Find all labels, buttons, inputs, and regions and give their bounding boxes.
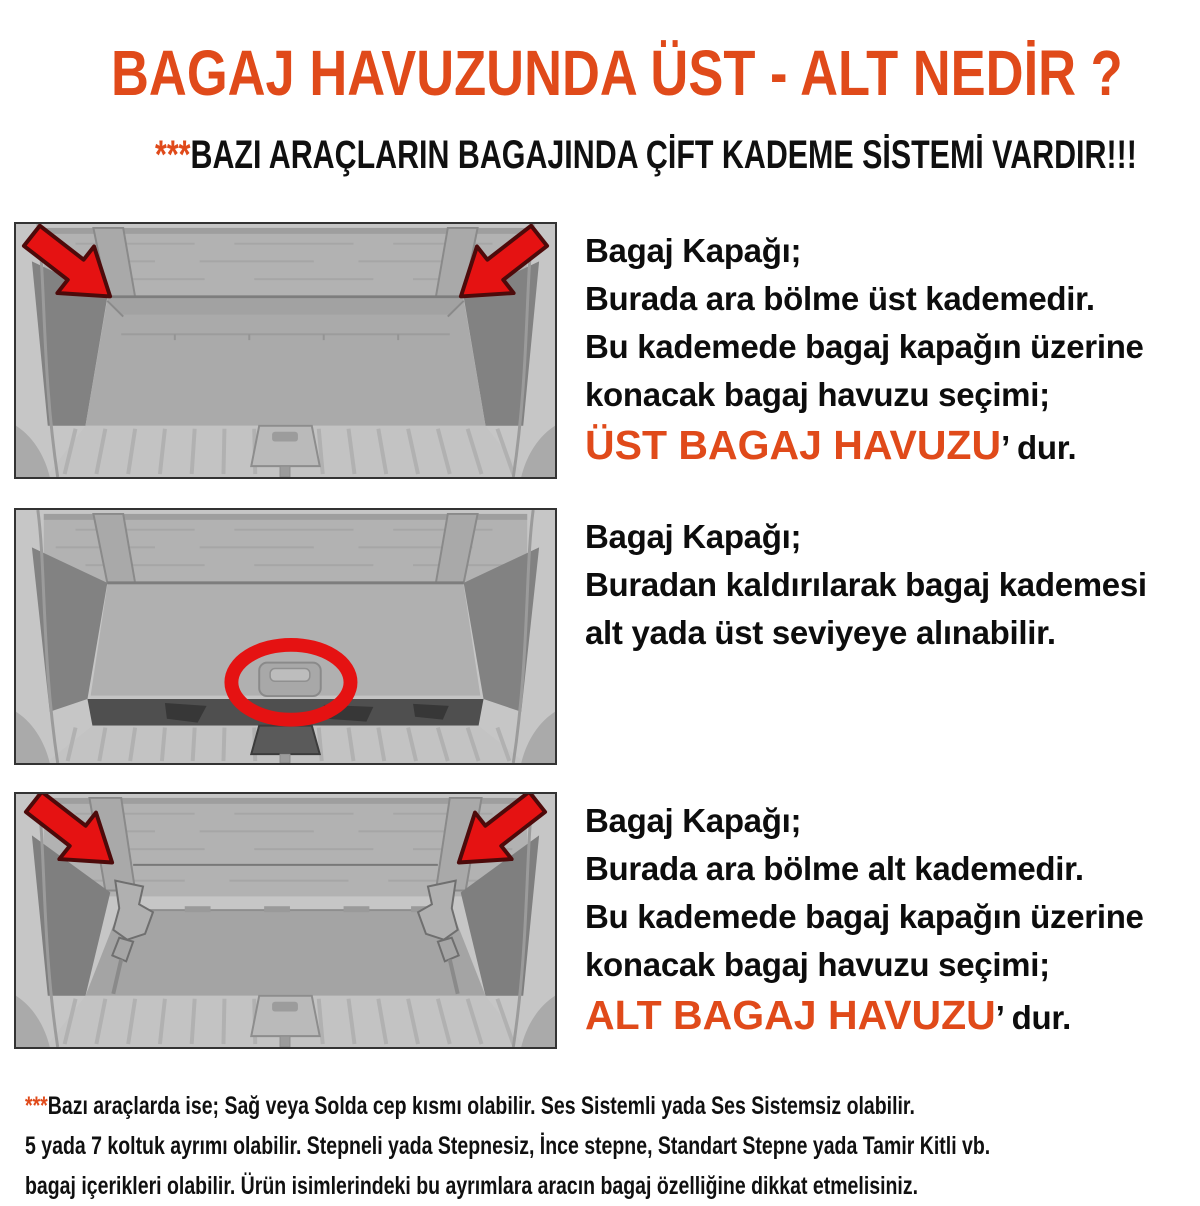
footer-line-1 [25,1086,941,1126]
section-upper-heading: Bagaj Kapağı; [585,232,802,269]
highlight-alt-bagaj-havuzu: ALT BAGAJ HAVUZU [585,992,996,1038]
trunk-photo-lower [14,792,557,1049]
section-lower-copy [585,792,1144,1044]
section-lift-copy [585,508,1147,657]
footer-line-3: bagaj içerikleri olabilir. Ürün isimlerindeki bu ayrımlara aracın bagaj özelliğine dikkat etmelisiniz. [25,1172,919,1200]
highlight-suffix: ’ dur. [995,999,1071,1036]
section-upper-line3: konacak bagaj havuzu seçimi; [585,376,1050,413]
section-lower-line2: Bu kademede bagaj kapağın üzerine [585,898,1144,935]
trunk-handle-illustration [16,510,555,763]
trunk-upper-illustration [16,224,555,477]
section-upper-line2: Bu kademede bagaj kapağın üzerine [585,328,1144,365]
footer-note [25,1086,1200,1206]
highlight-ust-bagaj-havuzu: ÜST BAGAJ HAVUZU [585,422,1002,468]
section-lift-heading: Bagaj Kapağı; [585,518,802,555]
footer-line-1-text: Bazı araçlarda ise; Sağ veya Solda cep kısmı olabilir. Ses Sistemli yada Ses Sistemsiz olabilir. [47,1092,915,1120]
trunk-photo-upper [14,222,557,479]
section-lift-line1: Buradan kaldırılarak bagaj kademesi [585,566,1147,603]
section-lift-line2: alt yada üst seviyeye alınabilir. [585,614,1056,651]
section-lower-heading: Bagaj Kapağı; [585,802,802,839]
page-title: BAGAJ HAVUZUNDA ÜST - ALT NEDİR ? [111,37,1123,109]
section-lower-line1: Burada ara bölme alt kademedir. [585,850,1084,887]
section-lower-line3: konacak bagaj havuzu seçimi; [585,946,1050,983]
section-lower-level [14,792,1144,1049]
section-lift-handle [14,508,1147,765]
latch-recess [251,726,319,755]
trunk-photo-handle [14,508,557,765]
section-upper-highlight-line [585,419,1144,474]
trunk-lower-illustration [16,794,555,1047]
footer-stars: *** [25,1092,48,1120]
highlight-suffix: ’ dur. [1001,429,1077,466]
subtitle-text: BAZI ARAÇLARIN BAGAJINDA ÇİFT KADEME SİSTEMİ VARDIR!!! [190,133,1137,177]
section-upper-copy [585,222,1144,474]
section-upper-level [14,222,1144,479]
footer-line-2: 5 yada 7 koltuk ayrımı olabilir. Stepneli yada Stepnesiz, İnce stepne, Standart Stepne yada Tamir Kitli vb. [25,1132,991,1160]
section-upper-line1: Burada ara bölme üst kademedir. [585,280,1095,317]
trunk-floor-upper [85,299,485,426]
page-subtitle [0,133,1200,178]
subtitle-stars: *** [155,133,191,177]
section-lower-highlight-line [585,989,1144,1044]
